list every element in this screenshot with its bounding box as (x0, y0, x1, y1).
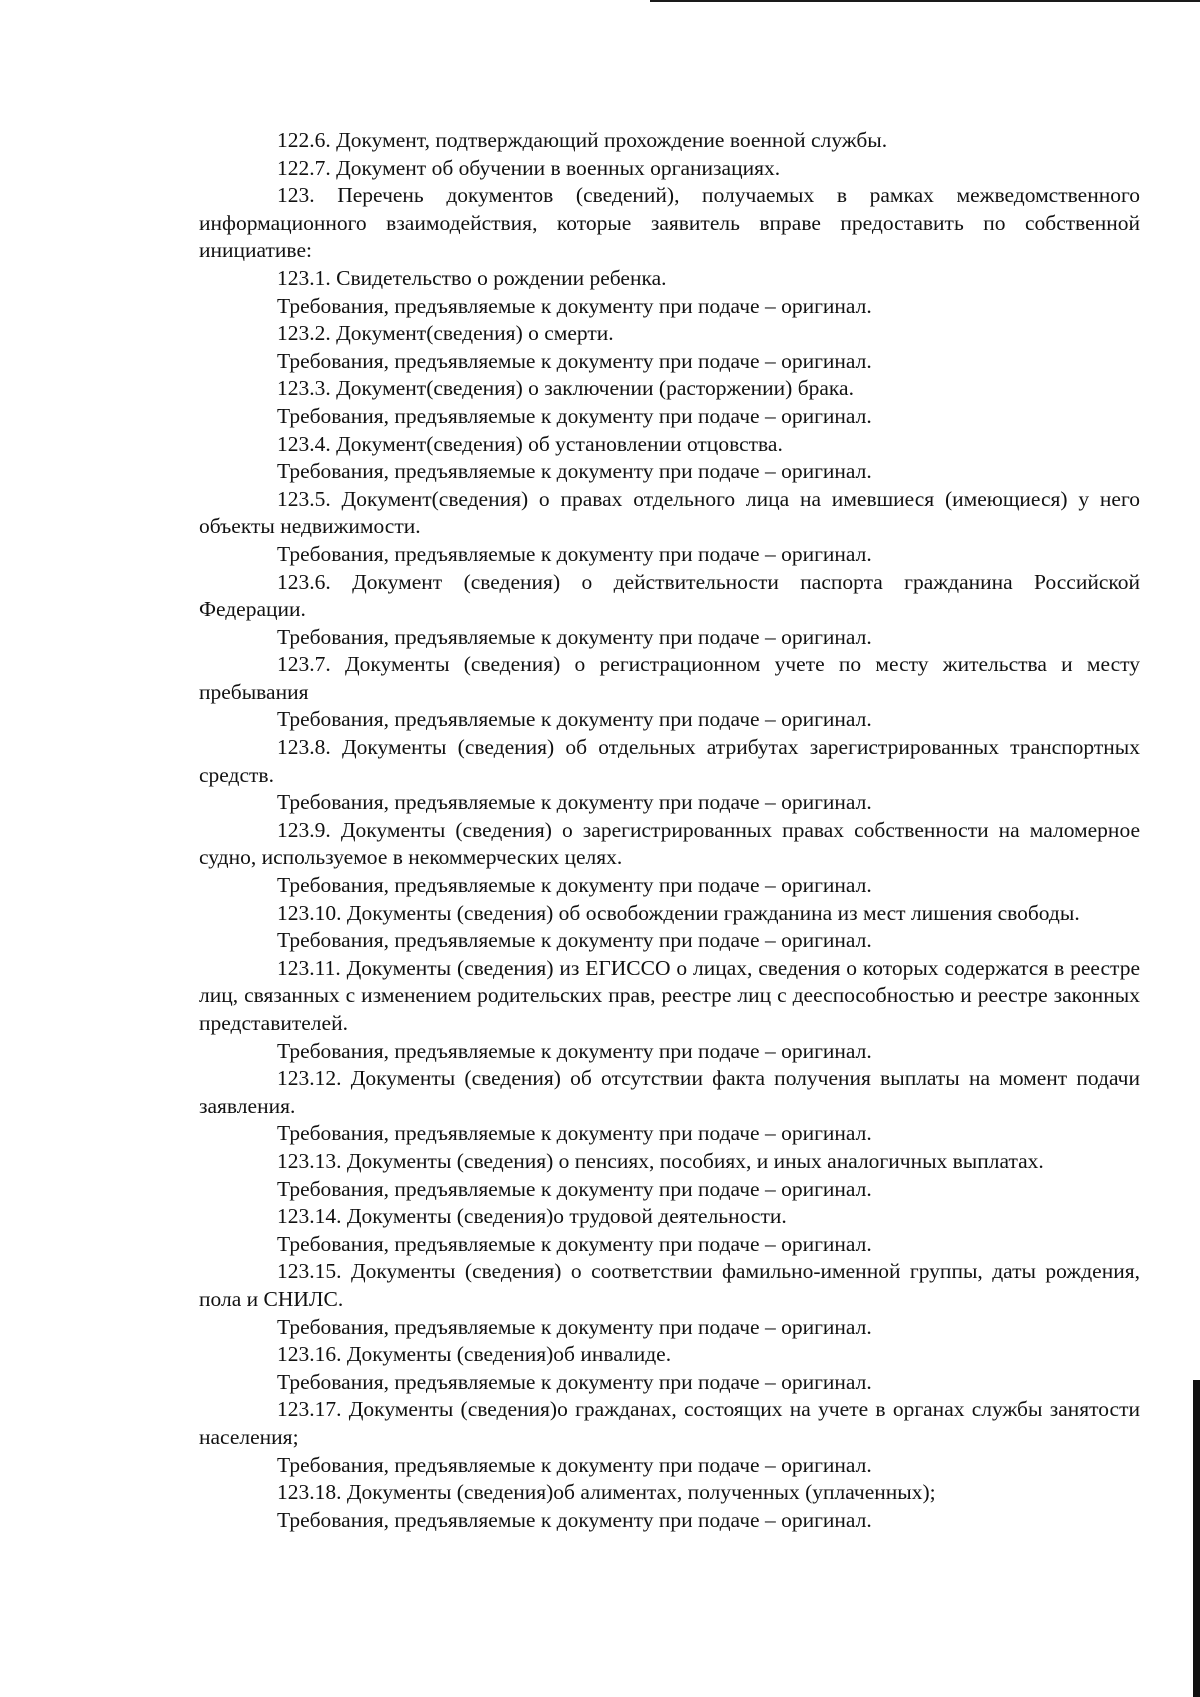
requirements-line: Требования, предъявляемые к документу при подаче – оригинал. (277, 403, 872, 428)
requirements-line: Требования, предъявляемые к документу при подаче – оригинал. (277, 541, 872, 566)
paragraph-123-3: 123.3. Документ(сведения) о заключении (расторжении) брака. (277, 376, 854, 401)
paragraph-123-14: 123.14. Документы (сведения)о трудовой деятельности. (277, 1204, 787, 1229)
requirements-line: Требования, предъявляемые к документу при подаче – оригинал. (277, 1369, 872, 1394)
requirements-line: Требования, предъявляемые к документу при подаче – оригинал. (277, 1176, 872, 1201)
requirements-line: Требования, предъявляемые к документу при подаче – оригинал. (277, 873, 872, 898)
paragraph-123-13: 123.13. Документы (сведения) о пенсиях, пособиях, и иных аналогичных выплатах. (277, 1148, 1044, 1173)
paragraph-123-5: 123.5. Документ(сведения) о правах отдельного лица на имевшиеся (имеющиеся) у него объекты недвижимости. (199, 486, 1140, 539)
paragraph-123-18: 123.18. Документы (сведения)об алиментах, полученных (уплаченных); (277, 1480, 936, 1505)
paragraph-123: 123. Перечень документов (сведений), получаемых в рамках межведомственного информационного взаимодействия, которые заявитель вправе предоставить по собственной инициативе: (199, 183, 1140, 263)
paragraph-123-6: 123.6. Документ (сведения) о действительности паспорта гражданина Российской Федерации. (199, 569, 1140, 622)
paragraph-123-8: 123.8. Документы (сведения) об отдельных атрибутах зарегистрированных транспортных средств. (199, 735, 1140, 787)
requirements-line: Требования, предъявляемые к документу при подаче – оригинал. (277, 928, 872, 953)
paragraph-123-16: 123.16. Документы (сведения)об инвалиде. (277, 1342, 672, 1367)
scan-edge-top (650, 0, 1200, 2)
paragraph-123-4: 123.4. Документ(сведения) об установлении отцовства. (277, 431, 783, 456)
requirements-line: Требования, предъявляемые к документу при подаче – оригинал. (277, 1507, 872, 1532)
paragraph-123-10: 123.10. Документы (сведения) об освобождении гражданина из мест лишения свободы. (277, 900, 1080, 925)
requirements-line: Требования, предъявляемые к документу при подаче – оригинал. (277, 1452, 872, 1477)
requirements-line: Требования, предъявляемые к документу при подаче – оригинал. (277, 348, 872, 373)
requirements-line: Требования, предъявляемые к документу при подаче – оригинал. (277, 790, 872, 815)
requirements-line: Требования, предъявляемые к документу при подаче – оригинал. (277, 293, 872, 318)
requirements-line: Требования, предъявляемые к документу при подаче – оригинал. (277, 1231, 872, 1256)
requirements-line: Требования, предъявляемые к документу при подаче – оригинал. (277, 1314, 872, 1339)
document-body (199, 127, 1140, 1534)
paragraph-123-11: 123.11. Документы (сведения) из ЕГИССО о лицах, сведения о которых содержатся в реестре лиц, связанных с изменением родительских прав, реестре лиц с дееспособностью и реестре законных представителей. (199, 955, 1140, 1035)
requirements-line: Требования, предъявляемые к документу при подаче – оригинал. (277, 1121, 872, 1146)
requirements-line: Требования, предъявляемые к документу при подаче – оригинал. (277, 1038, 872, 1063)
paragraph-122-7: 122.7. Документ об обучении в военных организациях. (277, 155, 781, 180)
paragraph-123-7: 123.7. Документы (сведения) о регистрационном учете по месту жительства и месту пребывания (199, 652, 1140, 704)
requirements-line: Требования, предъявляемые к документу при подаче – оригинал. (277, 707, 872, 732)
paragraph-123-9: 123.9. Документы (сведения) о зарегистрированных правах собственности на маломерное судно, используемое в некоммерческих целях. (199, 817, 1140, 870)
paragraph-123-12: 123.12. Документы (сведения) об отсутствии факта получения выплаты на момент подачи заявления. (199, 1066, 1140, 1118)
requirements-line: Требования, предъявляемые к документу при подаче – оригинал. (277, 624, 872, 649)
paragraph-122-6: 122.6. Документ, подтверждающий прохождение военной службы. (277, 128, 888, 152)
paragraph-123-17: 123.17. Документы (сведения)о гражданах, состоящих на учете в органах службы занятости населения; (199, 1397, 1140, 1449)
paragraph-123-15: 123.15. Документы (сведения) о соответствии фамильно-именной группы, даты рождения, пола и СНИЛС. (199, 1259, 1140, 1311)
scan-edge-right (1193, 1380, 1200, 1697)
requirements-line: Требования, предъявляемые к документу при подаче – оригинал. (277, 459, 872, 484)
paragraph-123-2: 123.2. Документ(сведения) о смерти. (277, 321, 614, 346)
paragraph-123-1: 123.1. Свидетельство о рождении ребенка. (277, 265, 667, 290)
